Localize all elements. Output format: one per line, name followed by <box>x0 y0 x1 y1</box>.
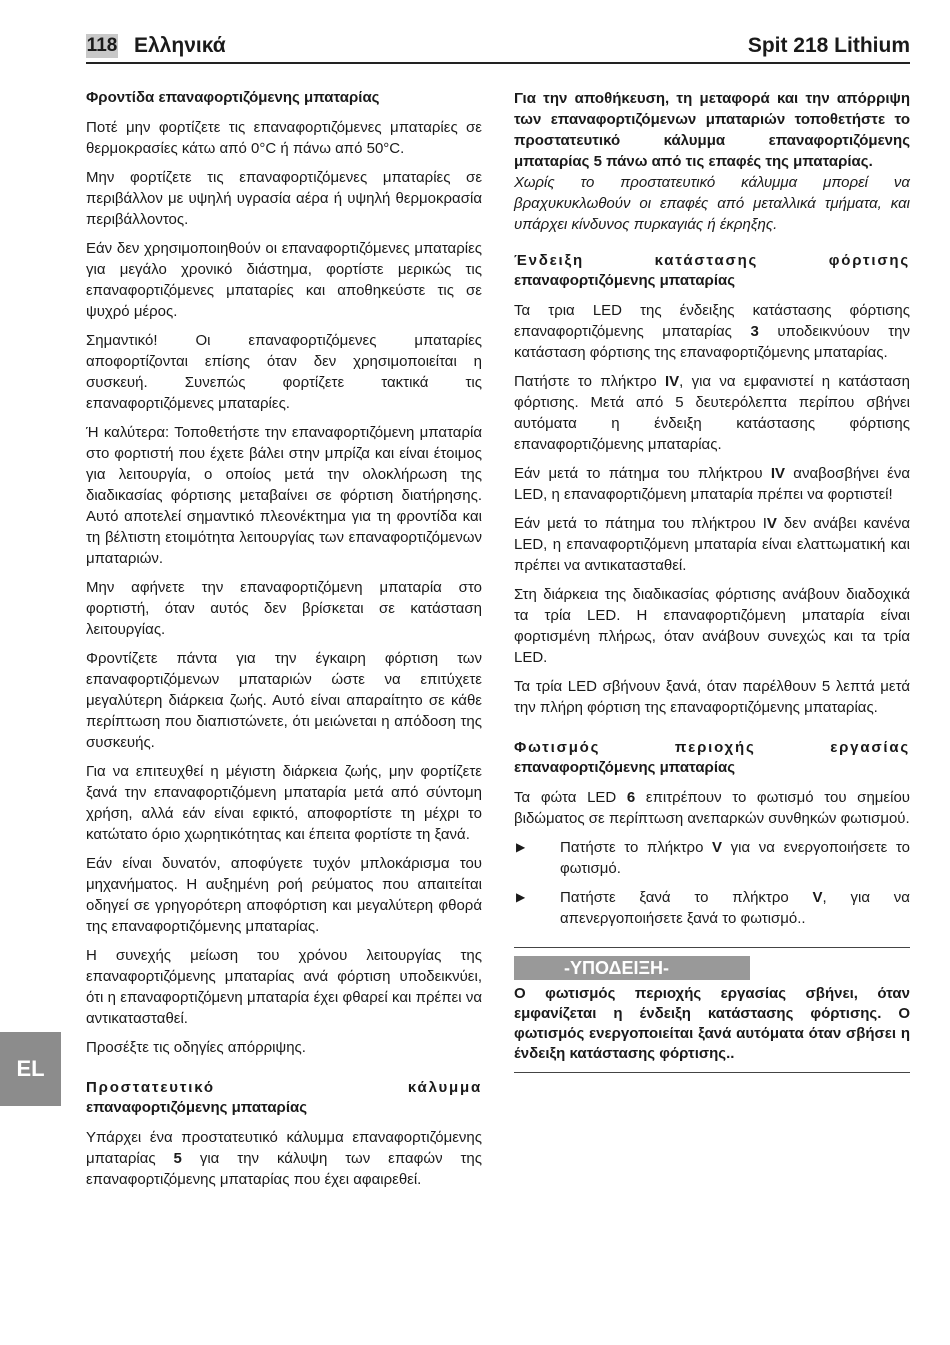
heading-word: Φωτισμός <box>514 739 601 756</box>
heading-word: φόρτισης <box>828 252 910 269</box>
paragraph: Τα φώτα LED 6 επιτρέπουν το φωτισμό του σημείου βιδώματος σε περίπτωση ανεπαρκών συνθηκών φωτισμού. <box>514 789 910 827</box>
paragraph: Σημαντικό! Οι επαναφορτιζόμενες μπαταρίες αποφορτίζονται επίσης όταν δεν χρησιμοποιείται η συσκευή. Συνεπώς φορτίζετε τακτικά τις επαναφορτιζόμενες μπαταρίες. <box>86 332 482 412</box>
page-header <box>86 32 910 64</box>
arrow-right-icon: ▶ <box>516 890 526 904</box>
left-column <box>86 88 482 1198</box>
heading-word: εργασίας <box>830 739 910 756</box>
language-title: Ελληνικά <box>134 34 226 57</box>
paragraph: Πατήστε το πλήκτρο IV, για να εμφανιστεί η κατάσταση φόρτισης. Μετά από 5 δευτερόλεπτα περίπου σβήνει αυτόματα η ένδειξη κατάστασης φόρτισης επαναφορτιζόμενης μπαταρίας. <box>514 373 910 453</box>
product-name: Spit 218 Lithium <box>747 34 910 57</box>
paragraph: Μην αφήνετε την επαναφορτιζόμενη μπαταρία στο φορτιστή, όταν αυτός δεν βρίσκεται σε κατάσταση λειτουργίας. <box>86 579 482 638</box>
section-heading-protective-cover <box>86 1078 482 1118</box>
heading-line: επαναφορτιζόμενης μπαταρίας <box>514 759 736 776</box>
heading-word: Ένδειξη <box>514 252 584 269</box>
paragraph: Ή καλύτερα: Τοποθετήστε την επαναφορτιζόμενη μπαταρία στο φορτιστή που έχετε βάλει στην μπρίζα και είναι έτοιμος για λειτουργία, ο οποίος μετά την ολοκλήρωση της διαδικασίας φόρτισης μεταβαίνει σε φόρτιση διατήρησης. Αυτό αποτελεί σημαντικό πλεονέκτημα για τη φροντίδα και τη βέλτιστη ετοιμότητα λειτουργίας των επαναφορτιζόμενων μπαταριών. <box>86 424 482 567</box>
list-item: ▶ Πατήστε το πλήκτρο V για να ενεργοποιήσετε το φωτισμό. <box>516 839 910 877</box>
page-number: 118 <box>86 35 118 56</box>
paragraph: Τα τρια LED της ένδειξης κατάστασης φόρτισης επαναφορτιζόμενης μπαταρίας 3 υποδεικνύουν την κατάσταση φόρτισης της επαναφορτιζόμενης μπαταρίας. <box>514 302 911 361</box>
note-text: Ο φωτισμός περιοχής εργασίας σβήνει, όταν εμφανίζεται η ένδειξη κατάστασης φόρτισης. Ο φωτισμός ενεργοποιείται ξανά αυτόματα όταν σβήσει η ένδειξη κατάστασης φόρτισης.. <box>514 985 910 1062</box>
section-heading-work-light <box>514 738 910 778</box>
section-heading-battery-care: Φροντίδα επαναφορτιζόμενης μπαταρίας <box>86 89 380 106</box>
heading-line: επαναφορτιζόμενης μπαταρίας <box>514 272 736 289</box>
warning-text: Χωρίς το προστατευτικό κάλυμμα μπορεί να βραχυκυκλωθούν οι επαφές από μεταλλικά τμήματα, και υπάρχει κίνδυνος πυρκαγιάς ή έκρηξης. <box>514 174 910 233</box>
note-box <box>514 947 910 1073</box>
heading-word: περιοχής <box>674 739 756 756</box>
paragraph: Εάν δεν χρησιμοποιηθούν οι επαναφορτιζόμενες μπαταρίες για μεγάλο χρονικό διάστημα, φορτίστε μερικώς τις επαναφορτιζόμενες μπαταρίες και αποθηκεύστε τις σε ψυχρό μέρος. <box>86 240 482 320</box>
paragraph: Ποτέ μην φορτίζετε τις επαναφορτιζόμενες μπαταρίες σε θερμοκρασίες κάτω από 0°C ή πάνω από 50°C. <box>86 119 482 157</box>
paragraph: Εάν μετά το πάτημα του πλήκτρου IV δεν ανάβει κανένα LED, η επαναφορτιζόμενη μπαταρία είναι ελαττωματική και πρέπει να αντικατασταθεί. <box>514 515 910 574</box>
section-heading-charge-indicator <box>514 251 910 291</box>
paragraph: Προσέξτε τις οδηγίες απόρριψης. <box>86 1039 306 1056</box>
paragraph: Τα τρία LED σβήνουν ξανά, όταν παρέλθουν 5 λεπτά μετά την πλήρη φόρτιση της επαναφορτιζόμενης μπαταρίας. <box>514 678 910 716</box>
storage-instruction: Για την αποθήκευση, τη μεταφορά και την απόρριψη των επαναφορτιζόμενων μπαταριών τοποθετήστε το προστατευτικό κάλυμμα επαναφορτιζόμενης μπαταρίας 5 πάνω από τις επαφές της μπαταρίας. <box>514 90 910 170</box>
paragraph: Η συνεχής μείωση του χρόνου λειτουργίας της επαναφορτιζόμενης μπαταρίας ανά φόρτιση υποδεικνύει, ότι η επαναφορτιζόμενη μπαταρία έχει φθαρεί και πρέπει να αντικατασταθεί. <box>86 947 482 1027</box>
heading-word: κατάστασης <box>654 252 759 269</box>
paragraph: Φροντίζετε πάντα για την έγκαιρη φόρτιση των επαναφορτιζόμενων μπαταριών ώστε να επιτύχετε μεγαλύτερη διάρκεια ζωής. Αυτό είναι απαραίτητο σε κάθε περίπτωση που διαπιστώνετε, ότι μειώνεται η απόδοση της συσκευής. <box>86 650 482 751</box>
heading-word: Προστατευτικό <box>86 1079 215 1096</box>
paragraph: Εάν μετά το πάτημα του πλήκτρου IV αναβοσβήνει ένα LED, η επαναφορτιζόμενη μπαταρία πρέπει να φορτιστεί! <box>514 465 910 503</box>
arrow-right-icon: ▶ <box>516 840 526 854</box>
paragraph: Εάν είναι δυνατόν, αποφύγετε τυχόν μπλοκάρισμα του μηχανήματος. Η αυξημένη ροή ρεύματος που απαιτείται οδηγεί σε γρηγορότερη αποφόρτιση και μεγαλύτερη φθορά της επαναφορτιζόμενης μπαταρίας. <box>86 855 482 935</box>
note-label: -ΥΠΟΔΕΙΞΗ- <box>514 956 750 980</box>
language-side-tab: EL <box>0 1032 61 1106</box>
paragraph: Στη διάρκεια της διαδικασίας φόρτισης ανάβουν διαδοχικά τα τρία LED. Η επαναφορτιζόμενη μπαταρία είναι φορτισμένη πλήρως, όταν ανάβουν συνεχώς και τα τρία LED. <box>514 586 910 666</box>
list-item: ▶ Πατήστε ξανά το πλήκτρο V, για να απενεργοποιήσετε ξανά το φωτισμό.. <box>516 889 910 927</box>
paragraph: Υπάρχει ένα προστατευτικό κάλυμμα επαναφορτιζόμενης μπαταρίας 5 για την κάλυψη των επαφών της επαναφορτιζόμενης μπαταρίας που έχει αφαιρεθεί. <box>86 1129 482 1188</box>
paragraph: Μην φορτίζετε τις επαναφορτιζόμενες μπαταρίες σε περιβάλλον με υψηλή υγρασία αέρα ή υψηλή θερμοκρασία περιβάλλοντος. <box>86 169 482 228</box>
right-column <box>514 88 910 1073</box>
heading-line: επαναφορτιζόμενης μπαταρίας <box>86 1099 308 1116</box>
heading-word: κάλυμμα <box>407 1079 482 1096</box>
paragraph: Για να επιτευχθεί η μέγιστη διάρκεια ζωής, μην φορτίζετε ξανά την επαναφορτιζόμενη μπαταρία μετά από σύντομη χρήση, αλλά εάν είναι εφικτό, αποφορτίστε τη μέχρι το κατώτατο όριο χωρητικότητας και έπειτα φορτίστε τη ξανά. <box>86 763 482 843</box>
